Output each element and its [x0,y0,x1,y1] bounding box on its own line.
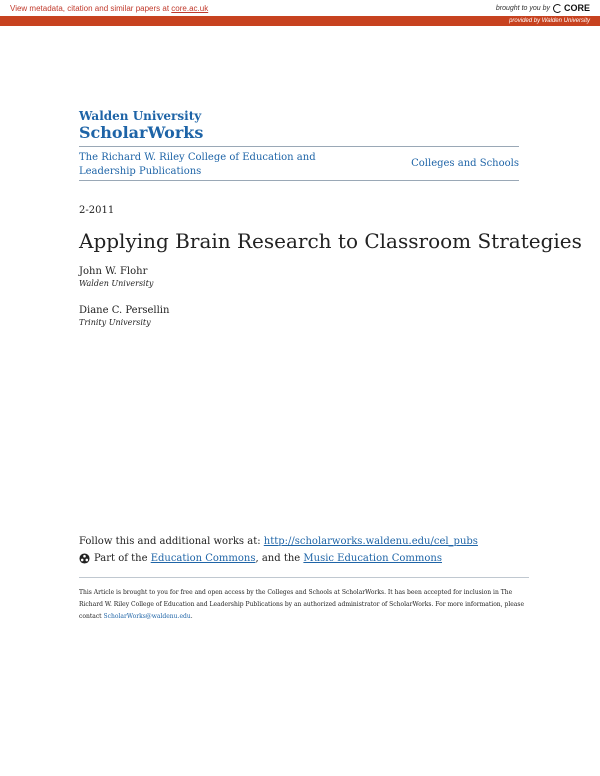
divider [79,577,529,578]
metadata-prefix: View metadata, citation and similar papers at [10,3,172,13]
org-name[interactable]: Walden University [79,109,202,123]
music-education-commons-link[interactable]: Music Education Commons [303,553,442,564]
core-logo[interactable] [553,3,590,13]
education-commons-link[interactable]: Education Commons [150,553,256,564]
part-of-line [79,553,442,564]
collection-link[interactable]: The Richard W. Riley College of Education and Leadership Publications [79,152,316,177]
brought-by-text: brought to you by [495,4,550,12]
author-affiliation: Trinity University [79,318,151,327]
follow-text: Follow this and additional works at: [79,536,264,547]
provided-by-text: provided by Walden University [509,18,590,24]
core-metadata-bar [0,0,600,16]
part-of-prefix: Part of the [94,553,151,564]
commons-network-icon [79,553,90,564]
provider-band [0,16,600,26]
publication-date: 2-2011 [79,205,115,216]
author-entry [79,265,153,289]
follow-link[interactable]: http://scholarworks.waldenu.edu/cel_pubs [263,536,478,547]
notice-text: This Article is brought to you for free and open access by the Colleges and Schools at ScholarWorks. It has been accepted for inclusion in The Richard W. Riley College of Education and Leadership Publications by an authorized administrator of ScholarWorks. For more information, please contact [79,589,525,620]
access-notice [79,587,529,623]
brought-by [496,3,600,13]
author-name[interactable]: John W. Flohr [79,266,148,277]
author-entry [79,304,169,328]
series-box [79,146,519,181]
paper-title: Applying Brain Research to Classroom Strategies [79,229,582,253]
part-of-mid: , and the [255,553,304,564]
core-logo-text: CORE [563,3,590,13]
category-link[interactable]: Colleges and Schools [411,158,519,169]
core-metadata-text [0,4,208,13]
author-affiliation: Walden University [79,279,154,288]
repository-header [79,109,203,142]
core-logo-icon [553,4,562,13]
repo-name[interactable]: ScholarWorks [79,123,204,142]
author-name[interactable]: Diane C. Persellin [79,305,170,316]
follow-line [79,536,478,547]
core-link[interactable]: core.ac.uk [171,3,209,13]
notice-end: . [190,613,193,620]
contact-email-link[interactable]: ScholarWorks@waldenu.edu [103,613,191,620]
